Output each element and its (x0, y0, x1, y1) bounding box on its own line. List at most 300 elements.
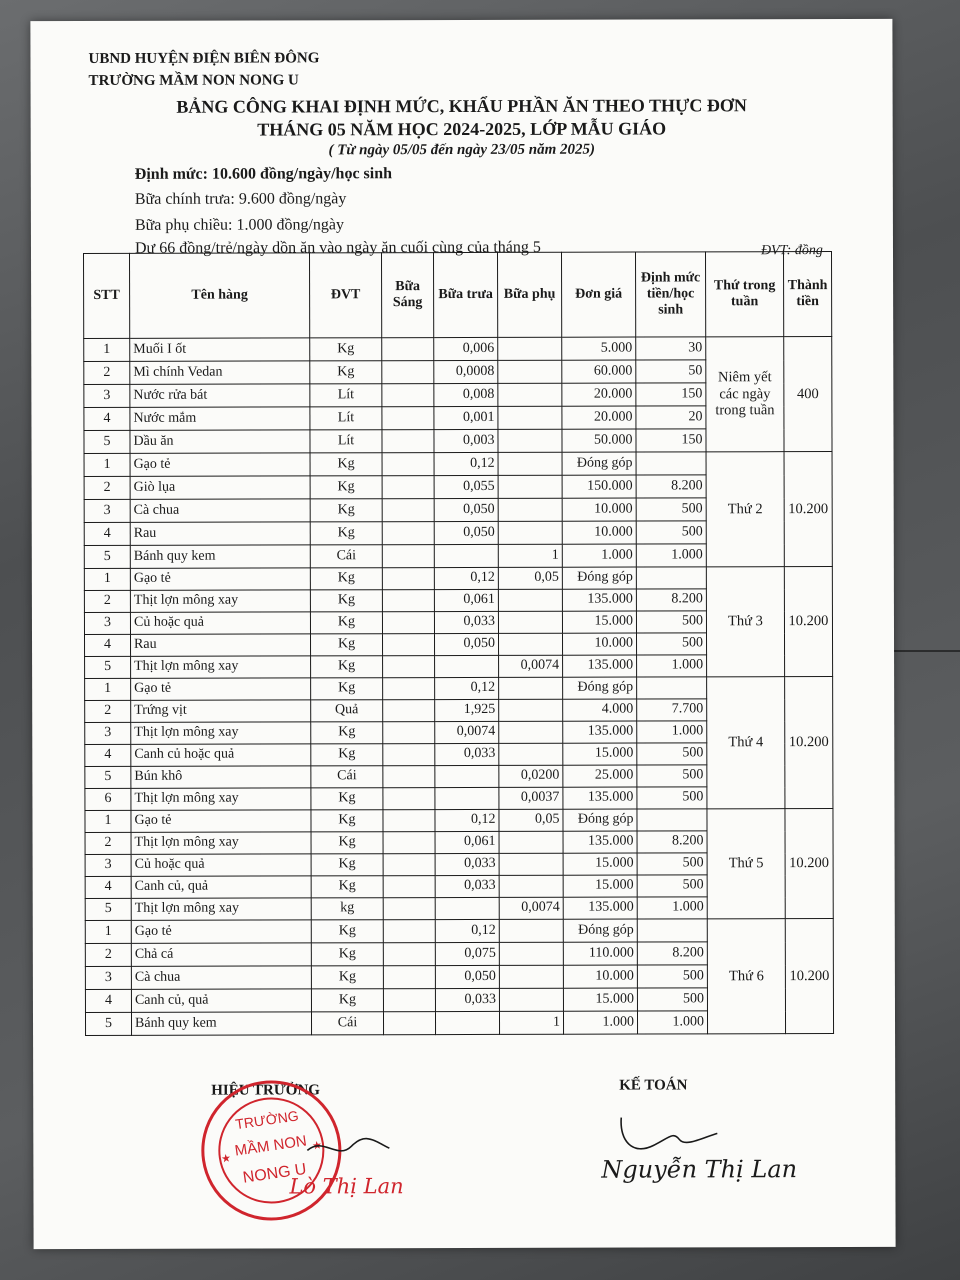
cell-price: 15.000 (563, 853, 637, 875)
cell-unit: Kg (311, 722, 383, 744)
cell-price: Đóng góp (563, 809, 637, 831)
cell-snack: 0,05 (498, 567, 562, 589)
cell-breakfast (382, 476, 434, 499)
document-page (30, 19, 895, 1249)
cell-unit: Kg (311, 854, 383, 876)
cell-lunch: 0,033 (434, 611, 498, 633)
cell-item: Gạo tẻ (130, 568, 310, 590)
cell-norm: 30 (636, 337, 706, 360)
cell-stt: 1 (85, 810, 131, 832)
cell-snack (498, 429, 562, 452)
cell-norm (637, 677, 707, 699)
cell-stt: 4 (84, 634, 130, 656)
cell-breakfast (382, 430, 434, 453)
cell-stt: 4 (84, 407, 130, 430)
cell-lunch (434, 544, 498, 567)
cell-item: Canh củ, quả (131, 989, 311, 1012)
cell-snack (498, 521, 562, 544)
school-name: TRƯỜNG MẦM NON NONG U (88, 72, 299, 89)
cell-breakfast (383, 943, 435, 966)
cell-unit: Kg (311, 966, 383, 989)
cell-unit: Kg (310, 476, 382, 499)
cell-item: Thịt lợn mông xay (131, 656, 311, 678)
cell-norm: 500 (636, 498, 706, 521)
cell-stt: 2 (84, 361, 130, 384)
cell-snack: 0,0200 (499, 765, 563, 787)
cell-breakfast (383, 788, 435, 810)
cell-breakfast (383, 744, 435, 766)
cell-norm: 500 (637, 965, 707, 988)
cell-snack (498, 498, 562, 521)
cell-norm: 1.000 (637, 721, 707, 743)
cell-lunch: 0,075 (435, 942, 499, 965)
cell-item: Bánh quy kem (131, 1012, 311, 1035)
table-row (84, 452, 832, 477)
cell-price: 60.000 (562, 360, 636, 383)
cell-lunch: 0,12 (435, 919, 499, 942)
cell-lunch: 0,050 (434, 633, 498, 655)
cell-snack (498, 383, 562, 406)
cell-price: 135.000 (563, 787, 637, 809)
cell-stt: 1 (84, 568, 130, 590)
cell-item: Thịt lợn mông xay (131, 722, 311, 744)
cell-lunch: 0,0008 (434, 360, 498, 383)
cell-price: 1.000 (562, 544, 636, 567)
table-row (84, 567, 832, 591)
cell-stt: 5 (85, 656, 131, 678)
cell-norm: 150 (636, 383, 706, 406)
cell-price: Đóng góp (563, 919, 637, 942)
cell-weekday: Thứ 4 (707, 677, 785, 809)
cell-stt: 3 (85, 854, 131, 876)
cell-unit: Kg (310, 361, 382, 384)
cell-unit: Kg (310, 634, 382, 656)
cell-item: Gạo tẻ (130, 453, 310, 476)
cell-stt: 4 (85, 876, 131, 898)
cell-price: 135.000 (563, 831, 637, 853)
cell-stt: 1 (84, 453, 130, 476)
cell-price: 10.000 (562, 498, 636, 521)
table-row (85, 677, 833, 701)
cell-item: Bún khô (131, 766, 311, 788)
cell-item: Gạo tẻ (131, 678, 311, 700)
cell-snack (499, 919, 563, 942)
cell-lunch: 0,055 (434, 475, 498, 498)
norm-total: Định mức: 10.600 đồng/ngày/học sinh (134, 165, 393, 183)
cell-price: 15.000 (563, 988, 637, 1011)
stamp-line2: MẦM NON (233, 1132, 308, 1160)
cell-stt: 3 (84, 612, 130, 634)
cell-norm (636, 452, 706, 475)
cell-price: 5.000 (562, 337, 636, 360)
cell-norm: 500 (637, 853, 707, 875)
cell-breakfast (382, 634, 434, 656)
cell-snack: 0,0074 (499, 655, 563, 677)
cell-norm: 500 (636, 521, 706, 544)
cell-unit: Kg (311, 943, 383, 966)
cell-snack (499, 831, 563, 853)
cell-item: Gạo tẻ (131, 810, 311, 832)
cell-norm: 1.000 (637, 897, 707, 919)
table-row (84, 337, 832, 362)
cell-price: 15.000 (562, 611, 636, 633)
cell-item: Mì chính Vedan (130, 361, 310, 384)
col-price: Đơn giá (562, 252, 636, 337)
cell-breakfast (382, 568, 434, 590)
cell-item: Cà chua (131, 966, 311, 989)
cell-unit: Quả (311, 700, 383, 722)
cell-snack (498, 475, 562, 498)
table-header-row (84, 252, 832, 339)
cell-lunch: 0,033 (435, 743, 499, 765)
cell-stt: 5 (84, 430, 130, 453)
cell-item: Canh củ, quả (131, 876, 311, 898)
unit-note: ĐVT: đồng (760, 243, 823, 259)
cell-breakfast (383, 766, 435, 788)
cell-price: 4.000 (563, 699, 637, 721)
cell-breakfast (383, 656, 435, 678)
cell-snack (498, 337, 562, 360)
cell-unit: Kg (311, 989, 383, 1012)
cell-item: Cà chua (130, 499, 310, 522)
cell-snack (498, 452, 562, 475)
table-body (84, 337, 834, 1036)
stamp-line3: NONG U (241, 1160, 308, 1187)
cell-price: 10.000 (562, 521, 636, 544)
stamp-line1: TRƯỜNG (234, 1107, 300, 1133)
cell-unit: Cái (310, 545, 382, 568)
cell-breakfast (382, 361, 434, 384)
cell-unit: kg (311, 898, 383, 920)
cell-price: 15.000 (563, 875, 637, 897)
cell-unit: Kg (311, 810, 383, 832)
cell-breakfast (382, 612, 434, 634)
cell-total: 400 (784, 337, 832, 452)
cell-unit: Lít (310, 407, 382, 430)
org-name: UBND HUYỆN ĐIỆN BIÊN ĐÔNG (88, 50, 320, 67)
cell-item: Bánh quy kem (130, 545, 310, 568)
cell-unit: Kg (311, 832, 383, 854)
cell-lunch: 0,050 (434, 521, 498, 544)
cell-norm: 50 (636, 360, 706, 383)
cell-snack: 0,05 (499, 809, 563, 831)
cell-snack (499, 988, 563, 1011)
cell-unit: Kg (311, 678, 383, 700)
cell-breakfast (383, 832, 435, 854)
cell-unit: Kg (310, 590, 382, 612)
cell-weekday: Thứ 5 (707, 809, 785, 919)
cell-unit: Cái (311, 1012, 383, 1035)
cell-item: Nước rửa bát (130, 384, 310, 407)
cell-total: 10.200 (784, 567, 832, 677)
cell-breakfast (383, 700, 435, 722)
cell-snack (498, 633, 562, 655)
cell-lunch: 0,006 (434, 337, 498, 360)
doc-title-line2: THÁNG 05 NĂM HỌC 2024-2025, LỚP MẪU GIÁO (257, 118, 667, 140)
cell-stt: 2 (85, 832, 131, 854)
cell-unit: Kg (311, 876, 383, 898)
cell-snack (498, 360, 562, 383)
cell-price: 25.000 (563, 765, 637, 787)
cell-lunch (435, 765, 499, 787)
cell-item: Gạo tẻ (131, 920, 311, 943)
cell-snack (499, 853, 563, 875)
col-item: Tên hàng (130, 253, 310, 338)
cell-snack: 1 (498, 544, 562, 567)
cell-snack: 1 (499, 1011, 563, 1034)
cell-price: 50.000 (562, 429, 636, 452)
cell-breakfast (382, 384, 434, 407)
cell-unit: Kg (310, 338, 382, 361)
cell-norm: 150 (636, 429, 706, 452)
cell-breakfast (383, 966, 435, 989)
cell-weekday: Thứ 6 (707, 919, 785, 1034)
cell-price: 135.000 (562, 589, 636, 611)
cell-norm (637, 919, 707, 942)
principal-signature-stroke (303, 1130, 393, 1160)
accountant-title: KẾ TOÁN (619, 1077, 688, 1094)
cell-lunch: 0,003 (434, 429, 498, 452)
cell-item: Củ hoặc quả (130, 612, 310, 634)
col-lunch: Bữa trưa (434, 252, 498, 337)
cell-item: Thịt lợn mông xay (131, 832, 311, 854)
stamp-star-icon: ★ (311, 1139, 323, 1153)
cell-unit: Kg (310, 453, 382, 476)
cell-unit: Lít (310, 384, 382, 407)
cell-breakfast (382, 499, 434, 522)
col-weekday: Thứ trong tuần (706, 252, 784, 337)
table-row (85, 919, 833, 944)
stamp-star-icon: ★ (220, 1152, 232, 1166)
cell-item: Muối I ốt (130, 338, 310, 361)
cell-snack (499, 875, 563, 897)
cell-item: Trứng vịt (131, 700, 311, 722)
cell-stt: 2 (84, 590, 130, 612)
cell-item: Rau (130, 522, 310, 545)
cell-breakfast (383, 854, 435, 876)
norm-remainder: Dư 66 đồng/trẻ/ngày dồn ăn vào ngày ăn cuối cùng của tháng 5 (134, 238, 541, 257)
cell-snack (498, 406, 562, 429)
cell-price: 135.000 (563, 897, 637, 919)
cell-stt: 4 (85, 989, 131, 1012)
principal-name: Lò Thị Lan (289, 1174, 404, 1199)
cell-weekday: Thứ 2 (706, 452, 784, 567)
cell-price: 110.000 (563, 942, 637, 965)
norm-snack: Bữa phụ chiều: 1.000 đồng/ngày (134, 216, 345, 234)
cell-breakfast (383, 989, 435, 1012)
cell-norm: 500 (637, 875, 707, 897)
cell-breakfast (383, 678, 435, 700)
col-norm: Định mức tiền/học sinh (636, 252, 706, 337)
cell-unit: Kg (311, 656, 383, 678)
cell-weekday: Thứ 3 (706, 567, 784, 677)
cell-stt: 5 (84, 545, 130, 568)
cell-snack (499, 677, 563, 699)
cell-stt: 4 (84, 522, 130, 545)
cell-lunch (435, 655, 499, 677)
cell-price: 20.000 (562, 406, 636, 429)
cell-item: Thịt lợn mông xay (131, 788, 311, 810)
cell-price: Đóng góp (562, 567, 636, 589)
cell-stt: 3 (84, 499, 130, 522)
cell-stt: 1 (84, 338, 130, 361)
cell-breakfast (383, 810, 435, 832)
cell-norm: 500 (637, 988, 707, 1011)
cell-breakfast (382, 522, 434, 545)
cell-breakfast (383, 920, 435, 943)
cell-item: Củ hoặc quả (131, 854, 311, 876)
cell-item: Dầu ăn (130, 430, 310, 453)
cell-unit: Lít (310, 430, 382, 453)
cell-item: Nước mắm (130, 407, 310, 430)
cell-total: 10.200 (785, 677, 833, 809)
cell-weekday: Niêm yết các ngày trong tuần (706, 337, 784, 452)
cell-norm: 1.000 (637, 1011, 707, 1034)
doc-title-line1: BẢNG CÔNG KHAI ĐỊNH MỨC, KHẨU PHẦN ĂN THEO THỰC ĐƠN (176, 95, 747, 117)
cell-price: Đóng góp (563, 677, 637, 699)
cell-lunch: 0,033 (435, 988, 499, 1011)
cell-snack (499, 965, 563, 988)
cell-breakfast (383, 898, 435, 920)
cell-breakfast (383, 722, 435, 744)
col-stt: STT (84, 253, 130, 338)
cell-norm: 8.200 (636, 475, 706, 498)
cell-lunch: 0,050 (434, 498, 498, 521)
cell-price: 20.000 (562, 383, 636, 406)
cell-price: 135.000 (563, 655, 637, 677)
cell-snack (499, 721, 563, 743)
cell-lunch: 0,0074 (435, 721, 499, 743)
cell-price: Đóng góp (562, 452, 636, 475)
cell-price: 1.000 (563, 1011, 637, 1034)
cell-snack: 0,0037 (499, 787, 563, 809)
cell-total: 10.200 (785, 919, 833, 1034)
cell-stt: 5 (85, 898, 131, 920)
cell-lunch: 0,061 (435, 831, 499, 853)
cell-unit: Kg (311, 788, 383, 810)
cell-breakfast (382, 590, 434, 612)
cell-stt: 3 (84, 384, 130, 407)
cell-stt: 1 (85, 678, 131, 700)
cell-stt: 3 (85, 722, 131, 744)
cell-item: Thịt lợn mông xay (130, 590, 310, 612)
cell-price: 135.000 (563, 721, 637, 743)
cell-unit: Cái (311, 766, 383, 788)
cell-item: Canh củ hoặc quả (131, 744, 311, 766)
cell-lunch (435, 897, 499, 919)
cell-unit: Kg (310, 568, 382, 590)
cell-norm (636, 567, 706, 589)
col-unit: ĐVT (310, 253, 382, 338)
cell-snack (498, 611, 562, 633)
cell-item: Rau (130, 634, 310, 656)
cell-norm: 500 (637, 787, 707, 809)
cell-norm: 8.200 (637, 831, 707, 853)
cell-breakfast (383, 1012, 435, 1035)
cell-item: Thịt lợn mông xay (131, 898, 311, 920)
cell-breakfast (382, 338, 434, 361)
cell-unit: Kg (310, 522, 382, 545)
cell-lunch: 0,008 (434, 383, 498, 406)
cell-norm: 500 (637, 743, 707, 765)
cell-norm: 500 (637, 765, 707, 787)
col-breakfast: Bữa Sáng (382, 253, 434, 338)
cell-norm: 500 (636, 633, 706, 655)
cell-stt: 4 (85, 744, 131, 766)
table-row (85, 809, 833, 833)
cell-lunch: 0,033 (435, 853, 499, 875)
accountant-signature-stroke (613, 1111, 723, 1161)
cell-snack (499, 743, 563, 765)
cell-unit: Kg (311, 744, 383, 766)
cell-price: 150.000 (562, 475, 636, 498)
cell-price: 10.000 (563, 965, 637, 988)
cell-snack (499, 942, 563, 965)
cell-unit: Kg (310, 499, 382, 522)
principal-title: HIỆU TRƯỞNG (211, 1082, 320, 1099)
date-range: ( Từ ngày 05/05 đến ngày 23/05 năm 2025) (328, 141, 595, 159)
cell-total: 10.200 (784, 452, 832, 567)
cell-norm (637, 809, 707, 831)
cell-lunch (435, 787, 499, 809)
norm-lunch: Bữa chính trưa: 9.600 đồng/ngày (134, 190, 347, 208)
cell-norm: 500 (636, 611, 706, 633)
cell-norm: 1.000 (637, 655, 707, 677)
cell-lunch: 0,033 (435, 875, 499, 897)
cell-stt: 5 (85, 1012, 131, 1035)
cell-item: Chả cá (131, 943, 311, 966)
cell-norm: 7.700 (637, 699, 707, 721)
cell-lunch: 0,050 (435, 965, 499, 988)
cell-unit: Kg (310, 612, 382, 634)
cell-price: 10.000 (562, 633, 636, 655)
cell-breakfast (383, 876, 435, 898)
cell-norm: 8.200 (637, 942, 707, 965)
cell-stt: 2 (85, 943, 131, 966)
cell-stt: 5 (85, 766, 131, 788)
cell-breakfast (382, 453, 434, 476)
cell-stt: 6 (85, 788, 131, 810)
cell-norm: 20 (636, 406, 706, 429)
cell-lunch: 0,12 (435, 677, 499, 699)
cell-lunch: 0,061 (434, 589, 498, 611)
menu-table (83, 251, 834, 1036)
cell-lunch: 0,001 (434, 406, 498, 429)
cell-stt: 3 (85, 966, 131, 989)
cell-breakfast (382, 407, 434, 430)
col-snack: Bữa phụ (498, 252, 562, 337)
cell-stt: 1 (85, 920, 131, 943)
cell-lunch: 0,12 (435, 809, 499, 831)
cell-unit: Kg (311, 920, 383, 943)
cell-snack: 0,0074 (499, 897, 563, 919)
cell-snack (499, 699, 563, 721)
cell-stt: 2 (84, 476, 130, 499)
cell-norm: 1.000 (636, 544, 706, 567)
col-total: Thành tiền (784, 252, 832, 337)
cell-total: 10.200 (785, 809, 833, 919)
cell-lunch: 0,12 (434, 452, 498, 475)
cell-snack (498, 589, 562, 611)
cell-price: 15.000 (563, 743, 637, 765)
cell-item: Giò lụa (130, 476, 310, 499)
cell-breakfast (382, 545, 434, 568)
cell-lunch: 0,12 (434, 567, 498, 589)
cell-norm: 8.200 (636, 589, 706, 611)
accountant-name: Nguyễn Thị Lan (601, 1155, 798, 1184)
cell-stt: 2 (85, 700, 131, 722)
cell-lunch (435, 1011, 499, 1034)
